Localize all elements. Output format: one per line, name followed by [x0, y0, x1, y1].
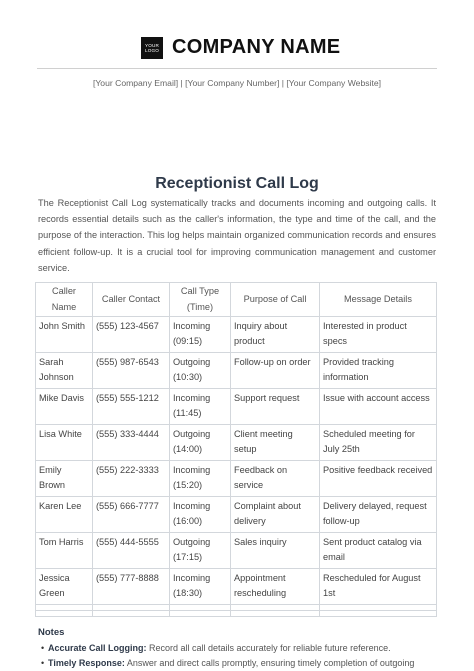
- cell-message-details: Sent product catalog via email: [320, 533, 437, 569]
- column-header-caller-name: Caller Name: [36, 283, 93, 317]
- notes-heading: Notes: [38, 627, 65, 638]
- cell-caller-contact: (555) 444-5555: [93, 533, 170, 569]
- cell-call-type: Outgoing (17:15): [170, 533, 231, 569]
- cell-caller-name: Sarah Johnson: [36, 353, 93, 389]
- cell-message-details: Interested in product specs: [320, 317, 437, 353]
- document-title: Receptionist Call Log: [155, 175, 319, 192]
- cell-call-type: Incoming (16:00): [170, 497, 231, 533]
- note-item: [47, 656, 447, 671]
- cell-caller-name: Tom Harris: [36, 533, 93, 569]
- cell-message-details: Scheduled meeting for July 25th: [320, 425, 437, 461]
- cell-purpose: Feedback on service: [231, 461, 320, 497]
- cell-caller-contact: (555) 666-7777: [93, 497, 170, 533]
- cell-call-type: Incoming (15:20): [170, 461, 231, 497]
- cell-purpose: Follow-up on order: [231, 353, 320, 389]
- table-row: [36, 389, 437, 425]
- cell-call-type: Outgoing (10:30): [170, 353, 231, 389]
- document-header: [0, 36, 474, 66]
- cell-caller-contact: (555) 222-3333: [93, 461, 170, 497]
- table-row: [36, 353, 437, 389]
- table-row: [36, 497, 437, 533]
- company-name: COMPANY NAME: [172, 36, 341, 58]
- call-log-table: [35, 282, 437, 617]
- table-row: [36, 569, 437, 605]
- cell-call-type: Incoming (11:45): [170, 389, 231, 425]
- note-text: Record all call details accurately for reliable future reference.: [146, 643, 391, 653]
- cell-caller-contact: (555) 123-4567: [93, 317, 170, 353]
- empty-table-row: [36, 611, 437, 617]
- cell-purpose: Client meeting setup: [231, 425, 320, 461]
- cell-caller-name: John Smith: [36, 317, 93, 353]
- cell-purpose: Support request: [231, 389, 320, 425]
- cell-caller-name: Lisa White: [36, 425, 93, 461]
- table-row: [36, 533, 437, 569]
- column-header-message-details: Message Details: [320, 283, 437, 317]
- cell-call-type: Incoming (09:15): [170, 317, 231, 353]
- table-row: [36, 317, 437, 353]
- cell-purpose: Sales inquiry: [231, 533, 320, 569]
- intro-paragraph: The Receptionist Call Log systematically tracks and documents incoming and outgoing calls. It records essential details such as the caller's information, the type and time of the call, and the purpose of the interaction. This log helps maintain organized communication records and ensures efficient follow-up. It is a crucial tool for improving communication management and customer service.: [38, 198, 436, 273]
- table-header-row: [36, 283, 437, 317]
- column-header-call-type: Call Type (Time): [170, 283, 231, 317]
- cell-caller-contact: (555) 333-4444: [93, 425, 170, 461]
- column-header-purpose: Purpose of Call: [231, 283, 320, 317]
- note-item: [47, 641, 447, 656]
- cell-message-details: Rescheduled for August 1st: [320, 569, 437, 605]
- cell-message-details: Delivery delayed, request follow-up: [320, 497, 437, 533]
- note-label: Accurate Call Logging:: [48, 643, 147, 653]
- cell-caller-name: Emily Brown: [36, 461, 93, 497]
- table-row: [36, 461, 437, 497]
- cell-caller-contact: (555) 987-6543: [93, 353, 170, 389]
- cell-caller-name: Mike Davis: [36, 389, 93, 425]
- cell-purpose: Inquiry about product: [231, 317, 320, 353]
- cell-call-type: Incoming (18:30): [170, 569, 231, 605]
- cell-message-details: Positive feedback received: [320, 461, 437, 497]
- cell-message-details: Issue with account access: [320, 389, 437, 425]
- cell-message-details: Provided tracking information: [320, 353, 437, 389]
- cell-caller-name: Jessica Green: [36, 569, 93, 605]
- cell-caller-name: Karen Lee: [36, 497, 93, 533]
- company-contact-line: [Your Company Email] | [Your Company Number] | [Your Company Website]: [92, 78, 382, 88]
- note-text: Answer and direct calls promptly, ensuring timely completion of outgoing: [124, 658, 415, 668]
- header-divider: [37, 68, 437, 69]
- cell-call-type: Outgoing (14:00): [170, 425, 231, 461]
- cell-purpose: Appointment rescheduling: [231, 569, 320, 605]
- notes-list: [47, 641, 447, 671]
- cell-purpose: Complaint about delivery: [231, 497, 320, 533]
- cell-caller-contact: (555) 777-8888: [93, 569, 170, 605]
- table-row: [36, 425, 437, 461]
- column-header-caller-contact: Caller Contact: [93, 283, 170, 317]
- company-logo: YOUR LOGO: [141, 37, 163, 59]
- cell-caller-contact: (555) 555-1212: [93, 389, 170, 425]
- note-label: Timely Response:: [48, 658, 125, 668]
